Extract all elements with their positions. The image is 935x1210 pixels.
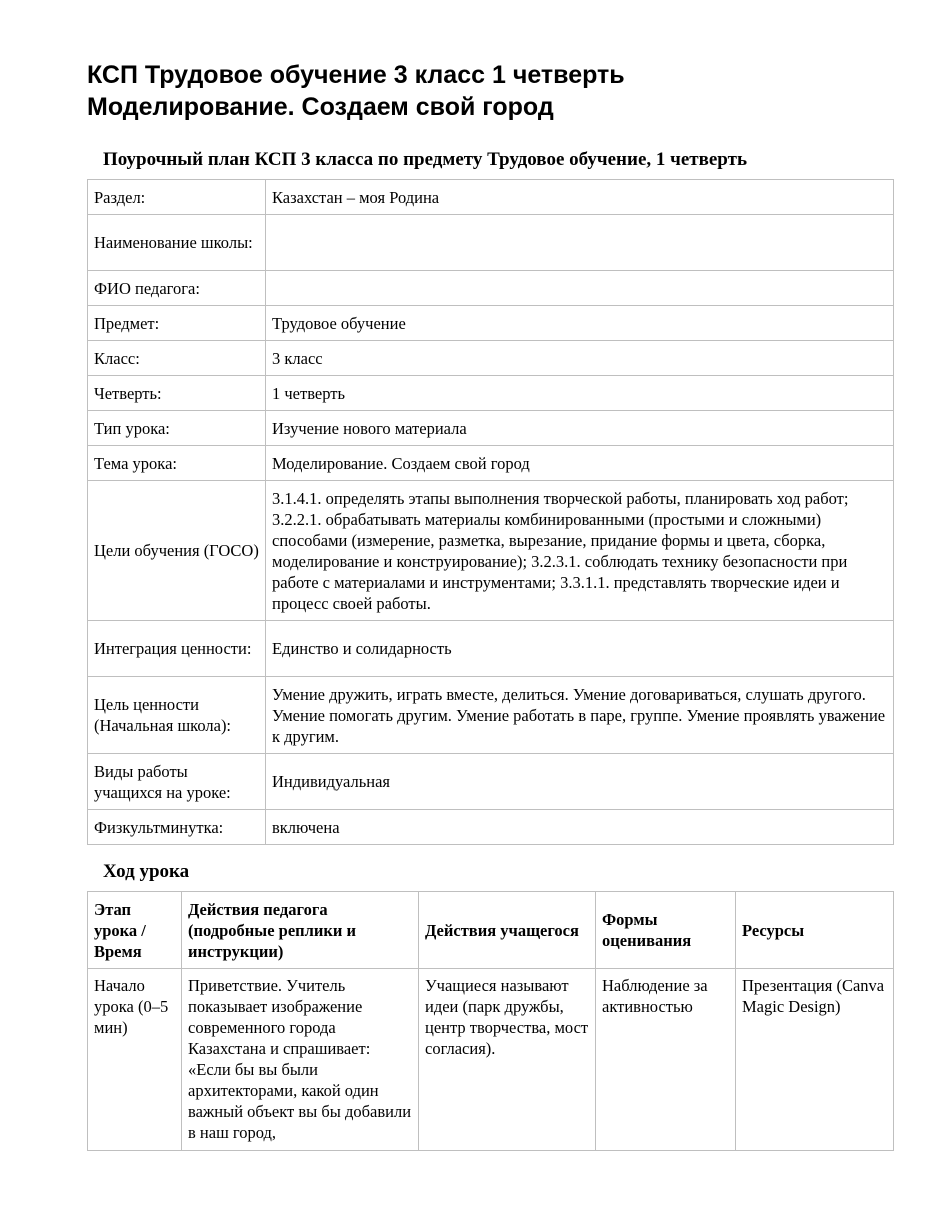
lesson-table <box>87 891 894 1151</box>
column-header-teacher-actions: Действия педагога (подробные реплики и инструкции) <box>182 892 419 969</box>
plan-label: Тема урока: <box>88 446 266 481</box>
lesson-teacher-actions: Приветствие. Учитель показывает изображение современного города Казахстана и спрашивает: «Если бы вы были архитекторами, какой один важный объект вы бы добавили в наш город, <box>182 969 419 1151</box>
column-header-resources: Ресурсы <box>736 892 894 969</box>
plan-row-grade <box>88 341 894 376</box>
plan-row-value-goal <box>88 677 894 754</box>
document-title <box>87 59 893 123</box>
column-header-stage: Этап урока / Время <box>88 892 182 969</box>
plan-value: Умение дружить, играть вместе, делиться. Умение договариваться, слушать другого. Умение помогать другим. Умение работать в паре, группе. Умение проявлять уважение к другим. <box>266 677 894 754</box>
plan-row-quarter <box>88 376 894 411</box>
lesson-student-actions: Учащиеся называют идеи (парк дружбы, центр творчества, мост согласия). <box>419 969 596 1151</box>
plan-value: Моделирование. Создаем свой город <box>266 446 894 481</box>
plan-value: Единство и солидарность <box>266 621 894 677</box>
plan-label: Наименование школы: <box>88 215 266 271</box>
lesson-row <box>88 969 894 1151</box>
lesson-header-row <box>88 892 894 969</box>
plan-row-work-types <box>88 754 894 810</box>
plan-row-section <box>88 180 894 215</box>
plan-value: включена <box>266 810 894 845</box>
plan-value: 3.1.4.1. определять этапы выполнения творческой работы, планировать ход работ; 3.2.2.1. обрабатывать материалы комбинированными (простыми и сложными) способами (измерение, разметка, вырезание, придание формы и цвета, сборка, моделирование и конструирование); 3.2.3.1. соблюдать технику безопасности при работе с материалами и инструментами; 3.3.1.1. представлять творческие идеи и процесс своей работы. <box>266 481 894 621</box>
lesson-stage: Начало урока (0–5 мин) <box>88 969 182 1151</box>
plan-label: Физкультминутка: <box>88 810 266 845</box>
plan-row-value-integration <box>88 621 894 677</box>
plan-label: Цель ценности (Начальная школа): <box>88 677 266 754</box>
plan-label: Предмет: <box>88 306 266 341</box>
document-title-line-2: Моделирование. Создаем свой город <box>87 93 554 121</box>
document-title-line-1: КСП Трудовое обучение 3 класс 1 четверть <box>87 61 625 89</box>
lesson-assessment: Наблюдение за активностью <box>596 969 736 1151</box>
plan-label: ФИО педагога: <box>88 271 266 306</box>
lesson-heading: Ход урока <box>103 861 190 882</box>
column-header-student-actions: Действия учащегося <box>419 892 596 969</box>
plan-label: Интеграция ценности: <box>88 621 266 677</box>
plan-value: Казахстан – моя Родина <box>266 180 894 215</box>
plan-label: Тип урока: <box>88 411 266 446</box>
plan-row-lesson-type <box>88 411 894 446</box>
plan-value: Трудовое обучение <box>266 306 894 341</box>
plan-label: Раздел: <box>88 180 266 215</box>
plan-label: Цели обучения (ГОСО) <box>88 481 266 621</box>
plan-table <box>87 179 894 845</box>
plan-row-school <box>88 215 894 271</box>
plan-value: 1 четверть <box>266 376 894 411</box>
plan-value: 3 класс <box>266 341 894 376</box>
plan-value: Индивидуальная <box>266 754 894 810</box>
plan-value <box>266 215 894 271</box>
plan-label: Класс: <box>88 341 266 376</box>
column-header-assessment: Формы оценивания <box>596 892 736 969</box>
plan-value: Изучение нового материала <box>266 411 894 446</box>
plan-heading: Поурочный план КСП 3 класса по предмету Трудовое обучение, 1 четверть <box>103 149 747 170</box>
plan-label: Четверть: <box>88 376 266 411</box>
plan-label: Виды работы учащихся на уроке: <box>88 754 266 810</box>
plan-row-objectives <box>88 481 894 621</box>
plan-row-teacher <box>88 271 894 306</box>
plan-row-topic <box>88 446 894 481</box>
plan-row-physical-break <box>88 810 894 845</box>
plan-value <box>266 271 894 306</box>
lesson-resources: Презентация (Canva Magic Design) <box>736 969 894 1151</box>
plan-row-subject <box>88 306 894 341</box>
